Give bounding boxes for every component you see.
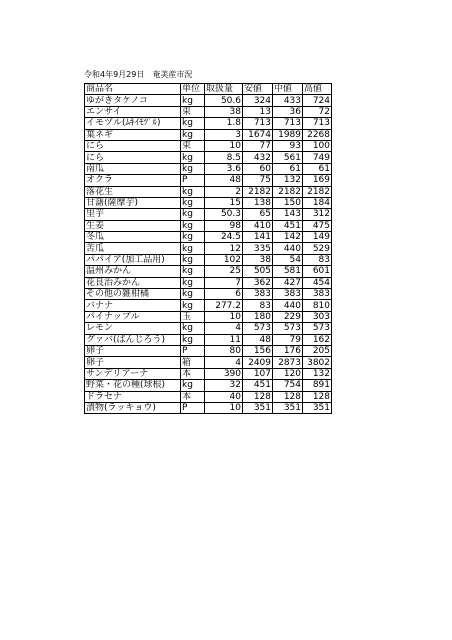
table-row [85, 118, 332, 129]
cell-mid-price: 581 [273, 266, 303, 277]
cell-high-price: 149 [303, 232, 332, 243]
cell-product-name: パパイア(加工品用) [85, 254, 181, 265]
cell-high-price: 351 [303, 402, 332, 413]
cell-product-name: パイナップル [85, 311, 181, 322]
cell-quantity: 277.2 [205, 300, 243, 311]
cell-unit: kg [181, 220, 205, 231]
table-row [85, 345, 332, 356]
cell-product-name: 卵子 [85, 345, 181, 356]
cell-low-price: 128 [243, 391, 273, 402]
cell-high-price: 713 [303, 118, 332, 129]
cell-unit: kg [181, 334, 205, 345]
cell-product-name: 甘藷(薩摩芋) [85, 197, 181, 208]
cell-low-price: 335 [243, 243, 273, 254]
cell-high-price: 205 [303, 345, 332, 356]
table-row [85, 334, 332, 345]
cell-low-price: 2182 [243, 186, 273, 197]
cell-high-price: 312 [303, 209, 332, 220]
cell-low-price: 48 [243, 334, 273, 345]
cell-unit: kg [181, 118, 205, 129]
cell-high-price: 169 [303, 175, 332, 186]
header-high-price: 高値 [303, 84, 332, 95]
cell-unit: kg [181, 209, 205, 220]
cell-high-price: 724 [303, 95, 332, 106]
cell-quantity: 1.8 [205, 118, 243, 129]
cell-low-price: 362 [243, 277, 273, 288]
cell-unit: 束 [181, 140, 205, 151]
cell-unit: P [181, 175, 205, 186]
cell-low-price: 75 [243, 175, 273, 186]
cell-quantity: 2 [205, 186, 243, 197]
cell-low-price: 713 [243, 118, 273, 129]
header-product-name: 商品名 [85, 84, 181, 95]
cell-high-price: 891 [303, 380, 332, 391]
cell-product-name: バナナ [85, 300, 181, 311]
table-body [85, 95, 332, 414]
cell-low-price: 351 [243, 402, 273, 413]
cell-quantity: 12 [205, 243, 243, 254]
table-row [85, 106, 332, 117]
cell-unit: kg [181, 186, 205, 197]
cell-high-price: 383 [303, 289, 332, 300]
cell-mid-price: 120 [273, 368, 303, 379]
cell-high-price: 454 [303, 277, 332, 288]
cell-product-name: 卵子 [85, 357, 181, 368]
cell-mid-price: 440 [273, 300, 303, 311]
cell-product-name: 南瓜 [85, 163, 181, 174]
cell-quantity: 40 [205, 391, 243, 402]
cell-high-price: 2268 [303, 129, 332, 140]
cell-high-price: 61 [303, 163, 332, 174]
cell-unit: kg [181, 163, 205, 174]
cell-quantity: 4 [205, 323, 243, 334]
table-row [85, 243, 332, 254]
cell-mid-price: 1989 [273, 129, 303, 140]
cell-mid-price: 128 [273, 391, 303, 402]
cell-high-price: 184 [303, 197, 332, 208]
table-row [85, 254, 332, 265]
cell-quantity: 6 [205, 289, 243, 300]
table-header-row [85, 84, 332, 95]
table-row [85, 197, 332, 208]
cell-unit: kg [181, 289, 205, 300]
cell-product-name: 漬物(ラッキョウ) [85, 402, 181, 413]
cell-product-name: その他の雑柑橘 [85, 289, 181, 300]
cell-low-price: 138 [243, 197, 273, 208]
cell-mid-price: 79 [273, 334, 303, 345]
cell-unit: kg [181, 243, 205, 254]
cell-mid-price: 229 [273, 311, 303, 322]
table-row [85, 220, 332, 231]
cell-quantity: 38 [205, 106, 243, 117]
cell-high-price: 475 [303, 220, 332, 231]
cell-high-price: 810 [303, 300, 332, 311]
cell-low-price: 60 [243, 163, 273, 174]
table-row [85, 163, 332, 174]
cell-product-name: ゆがきタケノコ [85, 95, 181, 106]
cell-high-price: 529 [303, 243, 332, 254]
cell-high-price: 601 [303, 266, 332, 277]
table-row [85, 152, 332, 163]
cell-low-price: 383 [243, 289, 273, 300]
table-row [85, 300, 332, 311]
cell-quantity: 48 [205, 175, 243, 186]
cell-high-price: 132 [303, 368, 332, 379]
table-row [85, 323, 332, 334]
cell-mid-price: 143 [273, 209, 303, 220]
cell-quantity: 80 [205, 345, 243, 356]
cell-quantity: 98 [205, 220, 243, 231]
cell-mid-price: 433 [273, 95, 303, 106]
cell-product-name: にら [85, 140, 181, 151]
cell-product-name: 苦瓜 [85, 243, 181, 254]
table-row [85, 209, 332, 220]
cell-mid-price: 561 [273, 152, 303, 163]
cell-product-name: エンサイ [85, 106, 181, 117]
cell-low-price: 156 [243, 345, 273, 356]
cell-unit: kg [181, 300, 205, 311]
table-row [85, 232, 332, 243]
cell-low-price: 141 [243, 232, 273, 243]
cell-unit: 本 [181, 368, 205, 379]
table-row [85, 277, 332, 288]
cell-mid-price: 713 [273, 118, 303, 129]
cell-mid-price: 142 [273, 232, 303, 243]
table-row [85, 266, 332, 277]
cell-unit: kg [181, 266, 205, 277]
cell-product-name: オクラ [85, 175, 181, 186]
cell-product-name: 落花生 [85, 186, 181, 197]
cell-unit: P [181, 402, 205, 413]
header-mid-price: 中値 [273, 84, 303, 95]
cell-product-name: 花良治みかん [85, 277, 181, 288]
cell-product-name: 野菜・花の種(球根) [85, 380, 181, 391]
cell-product-name: グァバ(ばんじろう) [85, 334, 181, 345]
cell-product-name: レモン [85, 323, 181, 334]
cell-quantity: 3.6 [205, 163, 243, 174]
cell-quantity: 11 [205, 334, 243, 345]
cell-quantity: 3 [205, 129, 243, 140]
cell-high-price: 2182 [303, 186, 332, 197]
table-row [85, 289, 332, 300]
cell-unit: kg [181, 197, 205, 208]
cell-mid-price: 2182 [273, 186, 303, 197]
cell-mid-price: 54 [273, 254, 303, 265]
table-row [85, 357, 332, 368]
header-low-price: 安値 [243, 84, 273, 95]
cell-high-price: 100 [303, 140, 332, 151]
cell-quantity: 390 [205, 368, 243, 379]
cell-high-price: 162 [303, 334, 332, 345]
cell-low-price: 451 [243, 380, 273, 391]
cell-product-name: 温州みかん [85, 266, 181, 277]
table-row [85, 140, 332, 151]
cell-quantity: 10 [205, 311, 243, 322]
header-unit: 単位 [181, 84, 205, 95]
cell-quantity: 50.3 [205, 209, 243, 220]
cell-unit: kg [181, 95, 205, 106]
cell-quantity: 10 [205, 402, 243, 413]
cell-mid-price: 36 [273, 106, 303, 117]
cell-mid-price: 2873 [273, 357, 303, 368]
cell-unit: kg [181, 323, 205, 334]
cell-low-price: 432 [243, 152, 273, 163]
table-row [85, 175, 332, 186]
cell-product-name: イモヅル(ﾑｷｲﾓﾂﾞﾙ) [85, 118, 181, 129]
cell-unit: 玉 [181, 311, 205, 322]
cell-quantity: 50.6 [205, 95, 243, 106]
cell-low-price: 2409 [243, 357, 273, 368]
cell-low-price: 410 [243, 220, 273, 231]
cell-unit: kg [181, 232, 205, 243]
cell-mid-price: 754 [273, 380, 303, 391]
table-row [85, 391, 332, 402]
cell-high-price: 573 [303, 323, 332, 334]
cell-low-price: 573 [243, 323, 273, 334]
cell-low-price: 505 [243, 266, 273, 277]
cell-high-price: 303 [303, 311, 332, 322]
cell-mid-price: 176 [273, 345, 303, 356]
cell-quantity: 4 [205, 357, 243, 368]
market-price-table [84, 83, 332, 414]
cell-quantity: 8.5 [205, 152, 243, 163]
cell-product-name: 生姜 [85, 220, 181, 231]
cell-unit: kg [181, 380, 205, 391]
cell-low-price: 180 [243, 311, 273, 322]
cell-mid-price: 132 [273, 175, 303, 186]
cell-unit: kg [181, 277, 205, 288]
cell-mid-price: 150 [273, 197, 303, 208]
header-quantity: 取扱量 [205, 84, 243, 95]
cell-low-price: 65 [243, 209, 273, 220]
cell-mid-price: 93 [273, 140, 303, 151]
cell-unit: 本 [181, 391, 205, 402]
cell-quantity: 25 [205, 266, 243, 277]
cell-unit: kg [181, 129, 205, 140]
cell-unit: 箱 [181, 357, 205, 368]
cell-mid-price: 383 [273, 289, 303, 300]
cell-low-price: 13 [243, 106, 273, 117]
cell-high-price: 72 [303, 106, 332, 117]
table-row [85, 402, 332, 413]
cell-high-price: 3802 [303, 357, 332, 368]
cell-low-price: 38 [243, 254, 273, 265]
cell-unit: kg [181, 152, 205, 163]
cell-unit: P [181, 345, 205, 356]
cell-quantity: 32 [205, 380, 243, 391]
cell-quantity: 15 [205, 197, 243, 208]
cell-low-price: 77 [243, 140, 273, 151]
cell-high-price: 749 [303, 152, 332, 163]
cell-low-price: 324 [243, 95, 273, 106]
cell-quantity: 7 [205, 277, 243, 288]
cell-unit: 束 [181, 106, 205, 117]
cell-low-price: 83 [243, 300, 273, 311]
cell-product-name: 冬瓜 [85, 232, 181, 243]
table-row [85, 186, 332, 197]
cell-high-price: 128 [303, 391, 332, 402]
cell-product-name: サンデリアーナ [85, 368, 181, 379]
table-row [85, 129, 332, 140]
cell-quantity: 24.5 [205, 232, 243, 243]
cell-mid-price: 351 [273, 402, 303, 413]
cell-low-price: 1674 [243, 129, 273, 140]
cell-product-name: にら [85, 152, 181, 163]
cell-mid-price: 427 [273, 277, 303, 288]
table-row [85, 311, 332, 322]
cell-unit: kg [181, 254, 205, 265]
cell-mid-price: 451 [273, 220, 303, 231]
cell-product-name: 里芋 [85, 209, 181, 220]
cell-quantity: 102 [205, 254, 243, 265]
cell-product-name: ドラセナ [85, 391, 181, 402]
table-row [85, 95, 332, 106]
cell-product-name: 葉ネギ [85, 129, 181, 140]
cell-mid-price: 573 [273, 323, 303, 334]
cell-mid-price: 440 [273, 243, 303, 254]
cell-low-price: 107 [243, 368, 273, 379]
table-row [85, 380, 332, 391]
table-row [85, 368, 332, 379]
cell-high-price: 83 [303, 254, 332, 265]
report-title: 令和4年9月29日 奄美産市況 [84, 70, 193, 79]
cell-quantity: 10 [205, 140, 243, 151]
cell-mid-price: 61 [273, 163, 303, 174]
